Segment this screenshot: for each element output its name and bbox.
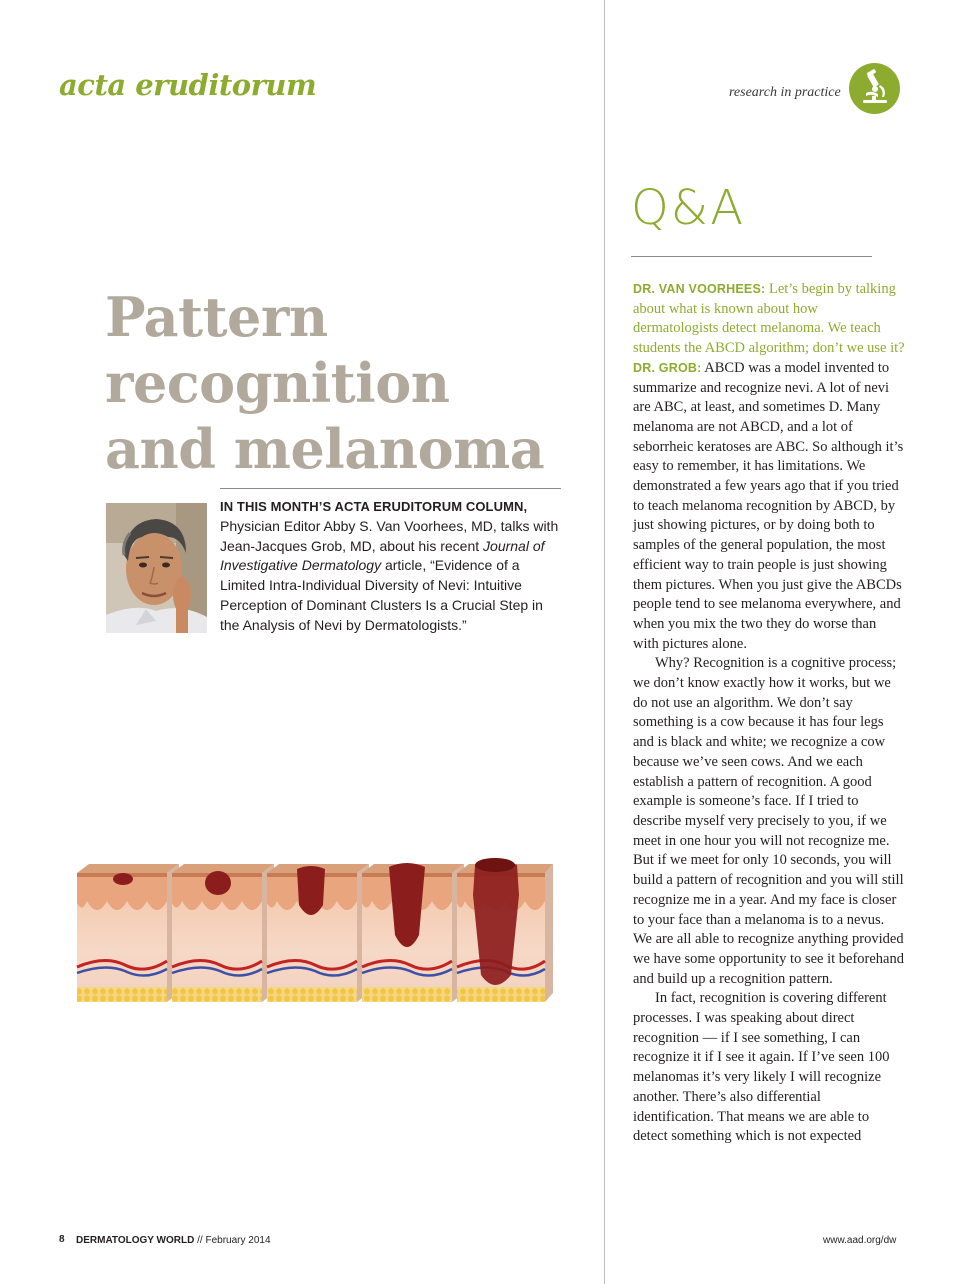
answer-1-paragraph-3: In fact, recognition is covering different processes. I was speaking about direct recognition — if I see something, I can recognize it if I see it again. If I’ve seen 100 melanomas it’s very likely I will recognize another. There’s also differential identification. That means we are able to detect something which is not expected <box>633 990 890 1145</box>
intro-journal-title: Journal of Investigative Dermatology <box>220 537 545 574</box>
section-tagline: research in practice <box>729 85 841 100</box>
skin-block-1 <box>77 864 179 1002</box>
publication-info <box>76 1235 271 1246</box>
microscope-icon <box>849 63 900 114</box>
intro-lead: IN THIS MONTH’S ACTA ERUDITORUM COLUMN, <box>220 499 528 514</box>
speaker-van-voorhees: DR. VAN VOORHEES: <box>633 282 766 296</box>
skin-block-3 <box>267 864 369 1002</box>
intro-rule <box>220 488 561 489</box>
headline: Pattern recognition and melanoma <box>105 285 545 481</box>
question-1 <box>633 280 905 359</box>
footer-url: www.aad.org/dw <box>823 1235 897 1246</box>
skin-block-5 <box>457 858 553 1002</box>
intro-paragraph <box>220 497 565 636</box>
qa-article-body <box>633 280 905 1147</box>
speaker-grob: DR. GROB: <box>633 360 702 375</box>
intro-text-part-2: article, “Evidence of a Limited Intra-Individual Diversity of Nevi: Intuitive Perception of Dominant Clusters Is a Crucial Step in the Analysis of Nevi by Dermatologists.” <box>220 557 543 633</box>
author-portrait <box>106 503 207 633</box>
footer-separator: // <box>194 1235 206 1246</box>
answer-1-paragraph-2: Why? Recognition is a cognitive process; we don’t know exactly how it works, but we do not use an algorithm. We don’t say something is a cow because it has four legs and is black and white; we recognize a cow because we’ve seen cows. And we each establish a pattern of recognition. A good example is someone’s face. If I tried to describe myself very precisely to you, if we meet in one hour you will not recognize me. But if we meet for only 10 seconds, you will build a pattern of recognition and you will still recognize me in a year. And my face is closer to your face than a melanoma is to a nevus. We are all able to recognize anything provided we have some opportunity to see it beforehand and build up a recognition pattern. <box>633 655 904 987</box>
skin-block-4 <box>362 863 464 1002</box>
page-gutter-divider <box>604 0 605 1284</box>
column-name: acta eruditorum <box>59 68 317 102</box>
skin-block-2 <box>172 864 274 1002</box>
answer-1 <box>633 359 905 655</box>
section-title: Q&A <box>631 180 746 236</box>
intro-text-part-1: Physician Editor Abby S. Van Voorhees, MD, talks with Jean-Jacques Grob, MD, about his recent <box>220 517 559 554</box>
melanoma-progression-illustration <box>75 855 557 1010</box>
page-number: 8 <box>59 1234 65 1245</box>
section-title-rule <box>631 256 872 257</box>
issue-date: February 2014 <box>205 1235 271 1246</box>
magazine-name: DERMATOLOGY WORLD <box>76 1235 195 1246</box>
question-1-text: Let’s begin by talking about what is known about how dermatologists detect melanoma. We teach students the ABCD algorithm; don’t we use it? <box>633 281 905 357</box>
answer-1-text: ABCD was a model invented to summarize and recognize nevi. A lot of nevi are ABC, at least, and sometimes D. Many melanoma are not ABCD, and a lot of seborrheic keratoses are ABC. So although it’s easy to remember, it has limitations. We demonstrated a few years ago that if you tried to teach melanoma recognition by ABCD, by just showing pictures, or by doing both to samples of the general population, the most efficient way to train people is just showing them pictures. When you just give the ABCDs people tend to see melanoma everywhere, and when you mix the two they do worse than with pictures alone. <box>633 359 904 652</box>
